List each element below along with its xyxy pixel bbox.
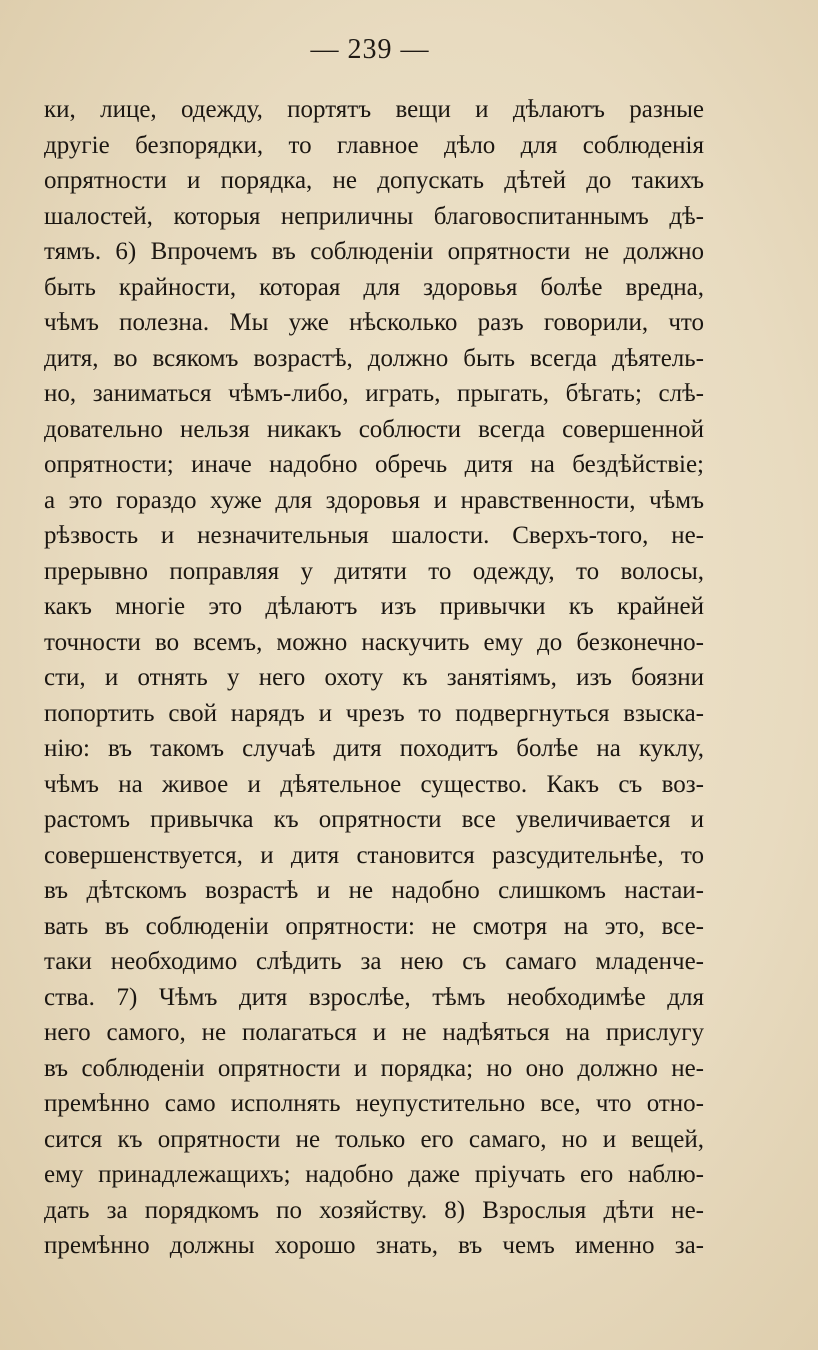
text-line: премѣнно должны хорошо знать, въ чемъ именно за-	[44, 1232, 704, 1259]
text-line: въ дѣтскомъ возрастѣ и не надобно слишкомъ настаи-	[44, 877, 704, 904]
text-line: совершенствуется, и дитя становится разсудительнѣе, то	[44, 841, 704, 869]
text-line: премѣнно само исполнять неупустительно все, что отно-	[44, 1090, 704, 1117]
text-line: точности во всемъ, можно наскучить ему до безконечно-	[44, 628, 704, 656]
text-line: опрятности; иначе надобно обречь дитя на бездѣйствіе;	[44, 451, 704, 478]
text-line: ки, лице, одежду, портятъ вещи и дѣлаютъ разные	[44, 96, 704, 123]
text-line: ства. 7) Чѣмъ дитя взрослѣе, тѣмъ необходимѣе для	[44, 983, 704, 1011]
text-line: ему принадлежащихъ; надобно даже пріучать его наблю-	[44, 1161, 704, 1188]
text-line: прерывно поправляя у дитяти то одежду, то волосы,	[44, 557, 704, 585]
text-line: вать въ соблюденіи опрятности: не смотря на это, все-	[44, 912, 704, 940]
text-line: нію: въ такомъ случаѣ дитя походитъ болѣе на куклу,	[44, 735, 704, 762]
text-line: попортить свой нарядъ и чрезъ то подвергнуться взыска-	[44, 699, 704, 727]
text-line: быть крайности, которая для здоровья болѣе вредна,	[44, 273, 704, 301]
text-line: сти, и отнять у него охоту къ занятіямъ, изъ боязни	[44, 664, 704, 691]
text-line: сится къ опрятности не только его самаго, но и вещей,	[44, 1125, 704, 1153]
text-line: а это гораздо хуже для здоровья и нравственности, чѣмъ	[44, 486, 704, 514]
text-line: тямъ. 6) Впрочемъ въ соблюденіи опрятности не должно	[44, 238, 704, 265]
body-text	[44, 92, 704, 1264]
text-line: дитя, во всякомъ возрастѣ, должно быть всегда дѣятель-	[44, 344, 704, 372]
text-line: таки необходимо слѣдить за нею съ самаго младенче-	[44, 948, 704, 975]
text-line: шалостей, которыя неприличны благовоспитаннымъ дѣ-	[44, 202, 704, 230]
text-line: дать за порядкомъ по хозяйству. 8) Взрослыя дѣти не-	[44, 1196, 704, 1224]
text-line: опрятности и порядка, не допускать дѣтей до такихъ	[44, 167, 704, 194]
text-line: растомъ привычка къ опрятности все увеличивается и	[44, 806, 704, 833]
text-line: но, заниматься чѣмъ-либо, играть, прыгать, бѣгать; слѣ-	[44, 380, 704, 407]
text-line: другіе безпорядки, то главное дѣло для соблюденія	[44, 131, 704, 159]
text-line: въ соблюденіи опрятности и порядка; но оно должно не-	[44, 1054, 704, 1082]
text-line: довательно нельзя никакъ соблюсти всегда совершенной	[44, 415, 704, 443]
page-number: — 239 —	[310, 34, 430, 65]
text-line: какъ многіе это дѣлаютъ изъ привычки къ крайней	[44, 593, 704, 620]
text-line: чѣмъ на живое и дѣятельное существо. Какъ съ воз-	[44, 770, 704, 798]
text-line: него самого, не полагаться и не надѣяться на прислугу	[44, 1019, 704, 1046]
text-line: чѣмъ полезна. Мы уже нѣсколько разъ говорили, что	[44, 309, 704, 336]
text-line: рѣзвость и незначительныя шалости. Сверхъ-того, не-	[44, 522, 704, 549]
